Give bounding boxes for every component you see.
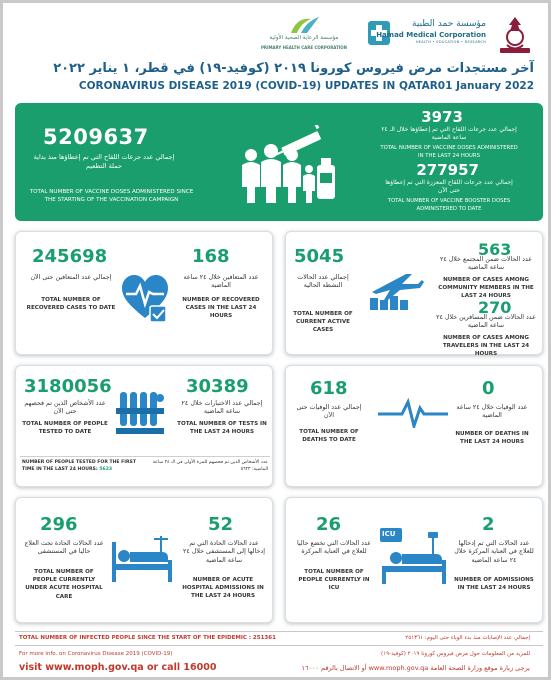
travel-plane-icon (366, 264, 426, 314)
hospital-admissions-value: 52 (208, 514, 234, 535)
booster-doses-value: 277957 (416, 161, 479, 179)
total-vaccine-doses-label-ar: إجمالي عدد جرعات اللقاح التي تم إعطاؤها منذ بداية حملة التطعيم (33, 153, 175, 170)
icu-admissions-label-ar: عدد الحالات التي تم إدخالها للعلاج في العناية المركزة خلال ٢٤ ساعة الماضية (454, 540, 534, 564)
hmc-name-en: Hamad Medical Corporation (376, 31, 486, 39)
hospital-card (15, 497, 273, 623)
recovered-24h-label-ar: عدد المتعافين خلال ٢٤ ساعة الماضية (183, 274, 259, 290)
community-cases-label-en: NUMBER OF CASES AMONG COMMUNITY MEMBERS IN THE LAST 24 HOURS (438, 277, 534, 300)
test-tubes-icon (114, 384, 170, 440)
recovered-total-label-ar: إجمالي عدد المتعافين حتى الآن (30, 274, 112, 281)
recovered-total-label-en: TOTAL NUMBER OF RECOVERED CASES TO DATE (26, 297, 116, 312)
icu-sign-label: ICU (382, 530, 396, 538)
total-vaccine-doses-value: 5209637 (43, 125, 149, 149)
people-tested-label-ar: عدد الأشخاص الذين تم فحصهم حتى الآن (24, 400, 106, 416)
vaccine-doses-24h-value: 3973 (421, 108, 463, 126)
deaths-total-label-en: TOTAL NUMBER OF DEATHS TO DATE (299, 429, 359, 444)
first-time-tested-text-en: NUMBER OF PEOPLE TESTED FOR THE FIRST TIME IN THE LAST 24 HOURS: (22, 460, 136, 472)
phcc-leaf-icon (287, 15, 321, 35)
active-total-value: 5045 (294, 246, 345, 267)
vaccine-doses-24h-label-ar: إجمالي عدد جرعات اللقاح التي تم إعطاؤها خلال الـ ٢٤ ساعة الماضية (381, 126, 517, 141)
deaths-24h-value: 0 (482, 378, 495, 399)
total-infected-label-en: TOTAL NUMBER OF INFECTED PEOPLE SINCE THE START OF THE EPIDEMIC : 251361 (19, 635, 276, 641)
footer-divider-top (15, 631, 543, 632)
active-total-label-en: TOTAL NUMBER OF CURRENT ACTIVE CASES (293, 311, 353, 334)
total-vaccine-doses-label-en: TOTAL NUMBER OF VACCINE DOSES ADMINISTERED SINCE THE STARTING OF THE VACCINATION CAMPAIGN (29, 189, 194, 203)
page-title-en: CORONAVIRUS DISEASE 2019 (COVID-19) UPDATES IN QATAR01 January 2022 (78, 80, 534, 92)
hmc-name-ar: مؤسسة حمد الطبية (412, 19, 486, 29)
footer-divider-bottom (15, 645, 543, 646)
hospital-admissions-label-en: NUMBER OF ACUTE HOSPITAL ADMISSIONS IN THE LAST 24 HOURS (182, 577, 264, 600)
hospital-current-value: 296 (40, 514, 78, 535)
deaths-24h-label-en: NUMBER OF DEATHS IN THE LAST 24 HOURS (455, 431, 529, 446)
recovered-24h-label-en: NUMBER OF RECOVERED CASES IN THE LAST 24 HOURS (182, 297, 260, 320)
recovered-24h-value: 168 (192, 246, 230, 267)
booster-doses-label-ar: إجمالي عدد جرعات اللقاح المعززة التي تم إعطاؤها حتى الآن (385, 179, 513, 194)
recovered-heart-icon (120, 272, 170, 324)
vaccination-family-icon (237, 125, 343, 205)
deaths-total-value: 618 (310, 378, 348, 399)
traveler-cases-label-en: NUMBER OF CASES AMONG TRAVELERS IN THE LAST 24 HOURS (442, 335, 530, 358)
booster-doses-label-en: TOTAL NUMBER OF VACCINE BOOSTER DOSES ADMINISTERED TO DATE (387, 198, 511, 212)
heartbeat-line-icon (378, 398, 448, 428)
deaths-24h-label-ar: عدد الوفيات خلال ٢٤ ساعة الماضية (456, 404, 528, 420)
phcc-name-en: PRIMARY HEALTH CARE CORPORATION (260, 45, 348, 50)
community-cases-label-ar: عدد الحالات ضمن المجتمع خلال ٢٤ ساعة الماضية (439, 256, 533, 272)
active-cases-card (285, 231, 543, 358)
first-time-tested-label-en (22, 460, 142, 473)
hospital-current-label-ar: عدد الحالات الحادة تحت العلاج حاليا في المستشفى (24, 540, 104, 556)
hospital-bed-icon (108, 536, 178, 586)
people-tested-value: 3180056 (24, 376, 112, 397)
traveler-cases-label-ar: عدد الحالات ضمن المسافرين خلال ٢٤ ساعة الماضية (436, 314, 536, 330)
first-time-tested-label-ar: عدد الأشخاص الذين تم فحصهم للمرة الأولى في الـ ٢٤ ساعة الماضية: ٥٦٢٣ (152, 460, 268, 472)
more-info-label-en: For more info. on Coronavirus Disease 2019 (COVID-19) (19, 651, 173, 657)
moph-emblem-icon (494, 15, 536, 55)
tests-24h-label-en: TOTAL NUMBER OF TESTS IN THE LAST 24 HOURS (177, 421, 267, 436)
icu-current-label-ar: عدد الحالات التي تخضع حاليا للعلاج في العناية المركزة (296, 540, 372, 556)
page-title-ar: آخر مستجدات مرض فيروس كورونا ٢٠١٩ (كوفيد-١٩) في قطر، ١ يناير ٢٠٢٢ (53, 61, 534, 76)
total-infected-label-ar: إجمالي عدد الإصابات منذ بدء الوباء حتى اليوم: ٢٥١٣٦١ (405, 635, 530, 641)
active-total-label-ar: إجمالي عدد الحالات النشطة الحالية (297, 274, 349, 290)
recovered-total-value: 245698 (32, 246, 108, 267)
recovered-card (15, 231, 273, 355)
first-time-tested-value: 5623 (99, 466, 113, 472)
vaccine-panel (15, 103, 543, 221)
tests-24h-label-ar: إجمالي عدد الاختبارات خلال ٢٤ ساعة الماضية (181, 400, 263, 416)
icu-current-value: 26 (316, 514, 342, 535)
more-info-label-ar: للمزيد من المعلومات حول مرض فيروس كورونا ٢٠١٩ (كوفيد-١٩) (381, 651, 530, 657)
tests-divider (20, 456, 270, 457)
community-cases-value: 563 (478, 240, 512, 259)
phcc-logo (255, 15, 353, 55)
hospital-current-label-en: TOTAL NUMBER OF PEOPLE CURRENTLY UNDER ACUTE HOSPITAL CARE (25, 569, 103, 600)
hmc-logo (368, 19, 486, 49)
icu-admissions-label-en: NUMBER OF ADMISSIONS IN THE LAST 24 HOURS (454, 577, 534, 592)
visit-moph-link[interactable]: visit www.moph.gov.qa or call 16000 (19, 662, 217, 673)
icu-card (285, 497, 543, 623)
icu-admissions-value: 2 (482, 514, 495, 535)
deaths-card (285, 365, 543, 487)
icu-current-label-en: TOTAL NUMBER OF PEOPLE CURRENTLY IN ICU (298, 569, 370, 592)
vaccine-doses-24h-label-en: TOTAL NUMBER OF VACCINE DOSES ADMINISTERED IN THE LAST 24 HOURS (380, 145, 518, 159)
deaths-total-label-ar: إجمالي عدد الوفيات حتى الآن (296, 404, 362, 420)
hmc-tagline: HEALTH • EDUCATION • RESEARCH (415, 40, 486, 44)
phcc-name-ar: مؤسسة الرعاية الصحية الأولية (269, 35, 339, 41)
tests-card (15, 365, 273, 487)
header-logos (3, 11, 548, 59)
traveler-cases-value: 270 (478, 298, 512, 317)
hospital-admissions-label-ar: عدد الحالات الحادة التي تم إدخالها إلى المستشفى خلال ٢٤ ساعة الماضية (183, 540, 265, 564)
people-tested-label-en: TOTAL NUMBER OF PEOPLE TESTED TO DATE (22, 421, 108, 436)
tests-24h-value: 30389 (186, 376, 249, 397)
visit-moph-label-ar: يرجى زيارة موقع وزارة الصحة العامة www.moph.gov.qa أو الاتصال بالرقم ١٦٠٠٠ (301, 664, 530, 672)
